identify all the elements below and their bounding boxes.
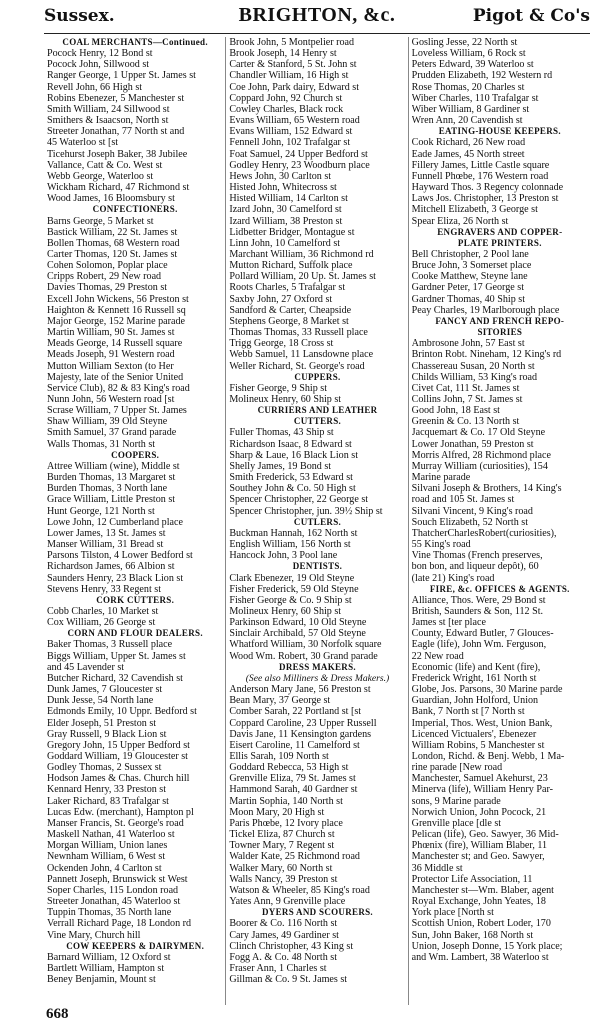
directory-entry: Molineux Henry, 60 Ship st [229, 605, 342, 617]
directory-entry: Collins John, 7 St. James st [411, 394, 523, 405]
directory-entry: 36 Middle st [411, 862, 463, 874]
directory-entry: Izard John, 30 Camelford st [229, 204, 342, 216]
directory-entry: Civet Cat, 111 St. James st [411, 382, 520, 394]
directory-entry: Imperial, Thos. West, Union Bank, [411, 717, 553, 729]
directory-entry: Richardson Isaac, 8 Edward st [229, 438, 352, 450]
directory-entry: London, Richd. & Benj. Webb, 1 Ma- [411, 751, 565, 762]
directory-entry: Coppard Caroline, 23 Upper Russell [229, 717, 377, 729]
directory-entry: Shelly James, 19 Bond st [229, 460, 332, 472]
directory-entry: Nunn John, 56 Western road [st [47, 394, 175, 405]
directory-entry: Cowley Charles, Black rock [229, 103, 344, 115]
directory-entry: Lower James, 13 St. James st [47, 527, 166, 539]
directory-entry: Ambrosone John, 57 East st [411, 338, 525, 350]
header-county: Sussex. [44, 6, 115, 26]
directory-entry: Bean Mary, 37 George st [229, 695, 331, 707]
directory-entry: Marchant William, 36 Richmond rd [229, 248, 374, 260]
columns [44, 37, 590, 1005]
directory-entry: Godley Thomas, 2 Sussex st [47, 762, 162, 774]
directory-entry: Childs William, 53 King's road [411, 371, 538, 383]
directory-entry: Coe John, Park dairy, Edward st [229, 81, 360, 93]
directory-entry: Eagle (life), John Wm. Ferguson, [411, 639, 547, 651]
directory-entry: Fraser Ann, 1 Charles st [229, 962, 327, 974]
directory-entry: Parsons Tilston, 4 Lower Bedford st [47, 550, 193, 562]
directory-entry: Mutton Richard, Suffolk place [229, 260, 353, 272]
directory-entry: Globe, Jos. Parsons, 30 Marine parde [411, 684, 563, 696]
directory-entry: Fillery James, Little Castle square [411, 159, 550, 171]
directory-entry: 22 New road [411, 650, 464, 662]
directory-entry: Clark Ebenezer, 19 Old Steyne [229, 572, 355, 584]
directory-entry: Dunk Jesse, 54 North lane [47, 695, 154, 707]
directory-entry: Histed William, 14 Carlton st [229, 193, 348, 205]
directory-entry: Haighton & Kennett 16 Russell sq [47, 304, 186, 316]
directory-entry: Evans William, 65 Western road [229, 115, 360, 127]
directory-entry: Comber Sarah, 22 Portland st [st [229, 706, 362, 718]
directory-entry: William Robins, 5 Manchester st [411, 739, 545, 751]
section-heading: DENTISTS. [292, 561, 343, 572]
directory-entry: Manser Francis, St. George's road [47, 817, 184, 829]
directory-entry: Sun, John Baker, 168 North st [411, 929, 534, 941]
directory-entry: Walker Mary, 60 North st [229, 862, 333, 874]
directory-entry: Gosling Jesse, 22 North st [411, 37, 518, 48]
directory-entry: Smithers & Isaacson, North st [47, 115, 169, 127]
directory-entry: Coppard John, 92 Church st [229, 92, 343, 104]
directory-entry: James st [ter place [411, 617, 486, 629]
directory-entry: Fuller Thomas, 43 Ship st [229, 427, 334, 439]
column-3 [408, 37, 590, 1005]
directory-entry: Eisert Caroline, 11 Camelford st [229, 739, 360, 751]
directory-entry: Histed John, Whitecross st [229, 182, 337, 194]
directory-entry: Royal Exchange, John Yeates, 18 [411, 896, 546, 908]
section-heading: CUTTERS. [293, 416, 342, 427]
section-heading: COOPERS. [111, 449, 160, 460]
directory-entry: Excell John Wickens, 56 Preston st [47, 293, 189, 305]
directory-entry: Alliance, Thos. Were, 29 Bond st [411, 594, 546, 606]
directory-entry: Vallance, Catt & Co. West st [47, 159, 163, 171]
directory-entry: Hayward Thos. 3 Regency colonnade [411, 182, 564, 194]
directory-entry: Wood James, 16 Bloomsbury st [47, 193, 175, 205]
directory-entry: road and 105 St. James st [411, 494, 515, 506]
directory-entry: Kennard Henry, 33 Preston st [47, 784, 167, 796]
directory-entry: Trigg George, 18 Cross st [229, 338, 334, 350]
directory-entry: Bell Christopher, 2 Pool lane [411, 248, 529, 260]
directory-entry: Beney Benjamin, Mount st [47, 974, 156, 986]
directory-entry: Pelican (life), Geo. Sawyer, 36 Mid- [411, 829, 559, 841]
directory-entry: Webb Samuel, 11 Lansdowne place [229, 349, 374, 361]
directory-entry: Walder Kate, 25 Richmond road [229, 851, 360, 863]
directory-entry: Bartlett William, Hampton st [47, 962, 165, 974]
directory-entry: Wiber William, 8 Gardiner st [411, 103, 530, 115]
directory-entry: Hunt George, 121 North st [47, 505, 155, 517]
directory-entry: Smith Samuel, 37 Grand parade [47, 427, 177, 439]
section-heading: SITORIES [477, 327, 523, 338]
directory-entry: bon bon, and liqueur depôt), 60 [411, 561, 539, 573]
directory-entry: Biggs William, Upper St. James st [47, 650, 186, 662]
directory-entry: Saxby John, 27 Oxford st [229, 293, 333, 305]
directory-entry: Thomas Thomas, 33 Russell place [229, 327, 368, 339]
directory-entry: Molineux Henry, 60 Ship st [229, 394, 342, 405]
directory-entry: Licenced Victualers', Ebenezer [411, 728, 537, 740]
directory-entry: Streeter Jonathan, 77 North st and [47, 126, 185, 138]
directory-entry: Souch Elizabeth, 52 North st [411, 516, 528, 528]
directory-entry: Pollard William, 20 Up. St. James st [229, 271, 376, 283]
section-heading: CURRIERS AND LEATHER [257, 405, 378, 416]
directory-entry: Loveless William, 6 Rock st [411, 48, 526, 60]
directory-entry: Frederick Wright, 161 North st [411, 672, 537, 684]
directory-entry: Yates Ann, 9 Grenville place [229, 896, 346, 908]
directory-entry: Gregory John, 15 Upper Bedford st [47, 739, 190, 751]
header-rule [44, 33, 590, 34]
directory-entry: Richardson James, 66 Albion st [47, 561, 175, 573]
directory-entry: Spencer Christopher, 22 George st [229, 494, 369, 506]
directory-entry: Jacquemart & Co. 17 Old Steyne [411, 427, 546, 439]
directory-entry: Ockenden John, 4 Carlton st [47, 862, 162, 874]
directory-entry: Manser William, 31 Bread st [47, 539, 164, 551]
directory-entry: Smith William, 24 Sillwood st [47, 103, 170, 115]
directory-entry: Anderson Mary Jane, 56 Preston st [229, 684, 371, 696]
directory-entry: Fisher George, 9 Ship st [229, 382, 327, 394]
directory-entry: Pocock Henry, 12 Bond st [47, 48, 153, 60]
directory-entry: Stephens George, 8 Market st [229, 315, 349, 327]
directory-entry: Silvani Joseph & Brothers, 14 King's [411, 483, 562, 495]
directory-entry: Cary James, 49 Gardiner st [229, 929, 339, 941]
directory-entry: Watson & Wheeler, 85 King's road [229, 884, 370, 896]
directory-entry: Chandler William, 16 High st [229, 70, 349, 82]
directory-entry: Peters Edward, 39 Waterloo st [411, 59, 534, 71]
directory-entry: Shaw William, 39 Old Steyne [47, 416, 168, 428]
directory-entry: County, Edward Butler, 7 Glouces- [411, 628, 554, 640]
directory-entry: Ranger George, 1 Upper St. James st [47, 70, 196, 82]
directory-entry: ThatcherCharlesRobert(curiosities), [411, 527, 557, 539]
section-heading: EATING-HOUSE KEEPERS. [438, 126, 561, 137]
directory-entry: Majesty, late of the Senior United [47, 371, 184, 383]
directory-entry: Soper Charles, 115 London road [47, 884, 179, 896]
directory-entry: Cobb Charles, 10 Market st [47, 605, 159, 617]
section-note: (See also Milliners & Dress Makers.) [245, 672, 390, 684]
column-1-entries [44, 37, 225, 985]
directory-entry: Linn John, 10 Camelford st [229, 237, 341, 249]
directory-entry: Mitchell Elizabeth, 3 George st [411, 204, 538, 216]
directory-entry: Eade James, 45 North street [411, 148, 525, 160]
directory-entry: Clinch Christopher, 43 King st [229, 940, 354, 952]
directory-entry: Gillman & Co. 9 St. James st [229, 974, 348, 986]
directory-entry: Boorer & Co. 116 North st [229, 918, 338, 930]
directory-entry: Paris Phœbe, 12 Ivory place [229, 817, 343, 829]
column-3-entries [409, 37, 590, 963]
directory-entry: Hammond Sarah, 40 Gardner st [229, 784, 358, 796]
directory-entry: Marine parade [411, 472, 471, 484]
section-heading: FANCY AND FRENCH REPO- [435, 315, 565, 326]
section-heading: CORN AND FLOUR DEALERS. [67, 628, 203, 639]
directory-entry: and Wm. Lambert, 38 Waterloo st [411, 951, 549, 963]
section-heading: FIRE, &c. OFFICES & AGENTS. [429, 583, 570, 594]
directory-entry: Wiber Charles, 110 Trafalgar st [411, 92, 539, 104]
directory-entry: Smith Frederick, 53 Edward st [229, 472, 353, 484]
directory-entry: Attree William (wine), Middle st [47, 460, 180, 472]
directory-entry: Good John, 18 East st [411, 405, 500, 417]
directory-entry: Manchester, Samuel Akehurst, 23 [411, 773, 548, 785]
directory-entry: Walls Nancy, 39 Preston st [229, 873, 338, 885]
directory-entry: Cripps Robert, 29 New road [47, 271, 162, 283]
directory-entry: Revell John, 66 High st [47, 81, 143, 93]
directory-entry: Scottish Union, Robert Loder, 170 [411, 918, 551, 930]
directory-entry: Moon Mary, 20 High st [229, 806, 325, 818]
directory-entry: Martin William, 90 St. James st [47, 327, 175, 339]
directory-entry: Union, Joseph Donne, 15 York place; [411, 940, 563, 952]
directory-entry: Prudden Elizabeth, 192 Western rd [411, 70, 553, 82]
section-heading: COW KEEPERS & DAIRYMEN. [66, 940, 205, 951]
directory-entry: Cohen Solomon, Poplar place [47, 260, 168, 272]
directory-entry: Fisher Frederick, 59 Old Steyne [229, 583, 359, 595]
section-heading: PLATE PRINTERS. [457, 237, 542, 248]
column-2-entries [226, 37, 407, 985]
directory-entry: Guardian, John Holford, Union [411, 695, 539, 707]
directory-entry: Gray Russell, 9 Black Lion st [47, 728, 167, 740]
directory-entry: Mutton William Sexton (to Her [47, 360, 174, 372]
directory-entry: Davis Jane, 11 Kensington gardens [229, 728, 372, 740]
directory-entry: Murray William (curiosities), 154 [411, 460, 548, 472]
directory-entry: Elder Joseph, 51 Preston st [47, 717, 157, 729]
directory-entry: York place [North st [411, 907, 494, 919]
directory-entry: Stevens Henry, 33 Regent st [47, 583, 162, 595]
directory-entry: Laws Jos. Christopher, 13 Preston st [411, 193, 559, 205]
directory-entry: Brinton Robt. Nineham, 12 King's rd [411, 349, 562, 361]
directory-entry: Dunk James, 7 Gloucester st [47, 684, 163, 696]
directory-entry: Tickel Eliza, 87 Church st [229, 829, 335, 841]
directory-entry: Foat Samuel, 24 Upper Bedford st [229, 148, 368, 160]
directory-entry: Phœnix (fire), William Blaber, 11 [411, 840, 548, 852]
directory-entry: Wren Ann, 20 Cavendish st [411, 115, 523, 127]
directory-entry: Grenville Eliza, 79 St. James st [229, 773, 356, 785]
directory-entry: Baker Thomas, 3 Russell place [47, 639, 173, 651]
page-number: 668 [46, 1006, 69, 1022]
section-heading: CONFECTIONERS. [92, 204, 178, 215]
directory-entry: Bank, 7 North st [7 North st [411, 706, 525, 718]
directory-entry: Wickham Richard, 47 Richmond st [47, 182, 190, 194]
directory-entry: Lucas Edw. (merchant), Hampton pl [47, 806, 194, 818]
directory-entry: Economic (life) and Kent (fire), [411, 661, 541, 673]
directory-entry: Weller Richard, St. George's road [229, 360, 365, 372]
directory-entry: Saunders Henry, 23 Black Lion st [47, 572, 184, 584]
section-heading: DRESS MAKERS. [279, 661, 356, 672]
directory-entry: Lower Jonathan, 59 Preston st [411, 438, 534, 450]
directory-entry: Rose Thomas, 20 Charles st [411, 81, 525, 93]
directory-entry: Norwich Union, John Pocock, 21 [411, 806, 547, 818]
section-heading: COAL MERCHANTS—Continued. [62, 37, 208, 47]
directory-entry: Newnham William, 6 West st [47, 851, 166, 863]
directory-entry: 45 Waterloo st [st [47, 137, 119, 149]
directory-entry: Grace William, Little Preston st [47, 494, 176, 506]
section-heading: CORK CUTTERS. [96, 594, 175, 605]
directory-entry: Whatford William, 30 Norfolk square [229, 639, 382, 651]
directory-entry: British, Saunders & Son, 112 St. [411, 605, 544, 617]
directory-entry: Parkinson Edward, 10 Old Steyne [229, 617, 367, 629]
directory-entry: Walls Thomas, 31 North st [47, 438, 156, 450]
directory-entry: Lowe John, 12 Cumberland place [47, 516, 183, 528]
directory-entry: Brook John, 5 Montpelier road [229, 37, 355, 48]
directory-entry: Silvani Vincent, 9 King's road [411, 505, 533, 517]
directory-entry: sons, 9 Marine parade [411, 795, 501, 807]
directory-entry: Sharp & Laue, 16 Black Lion st [229, 449, 358, 461]
directory-entry: Funnell Phœbe, 176 Western road [411, 170, 549, 182]
directory-entry: Barnard William, 12 Oxford st [47, 951, 171, 963]
directory-entry: Manchester st—Wm. Blaber, agent [411, 884, 554, 896]
directory-entry: Hancock John, 3 Pool lane [229, 550, 338, 562]
directory-entry: Martin Sophia, 140 North st [229, 795, 343, 807]
directory-entry: Morgan William, Union lanes [47, 840, 168, 852]
directory-entry: Izard William, 38 Preston st [229, 215, 343, 227]
directory-entry: Gardner Peter, 17 George st [411, 282, 525, 294]
directory-entry: Burden Thomas, 13 Margaret st [47, 472, 176, 484]
directory-entry: Chassereau Susan, 20 North st [411, 360, 535, 372]
directory-entry: Buckman Hannah, 162 North st [229, 527, 358, 539]
directory-entry: Edmonds Emily, 10 Uppr. Bedford st [47, 706, 197, 718]
section-heading: ENGRAVERS AND COPPER- [437, 226, 563, 237]
directory-entry: Fogg A. & Co. 48 North st [229, 951, 338, 963]
directory-entry: Fennell John, 102 Trafalgar st [229, 137, 351, 149]
directory-entry: Godley Henry, 23 Woodburn place [229, 159, 370, 171]
page-header [44, 4, 590, 30]
directory-entry: Fisher George & Co. 9 Ship st [229, 594, 352, 606]
directory-entry: Pannett Joseph, Brunswick st West [47, 873, 188, 885]
directory-entry: Maskell Nathan, 41 Waterloo st [47, 829, 175, 841]
directory-entry: Spear Eliza, 26 North st [411, 215, 509, 227]
directory-entry: Bollen Thomas, 68 Western road [47, 237, 180, 249]
directory-entry: Protector Life Association, 11 [411, 873, 533, 885]
directory-entry: Evans William, 152 Edward st [229, 126, 353, 138]
directory-entry: Goddard Rebecca, 53 High st [229, 762, 349, 774]
directory-entry: Carter & Stanford, 5 St. John st [229, 59, 357, 71]
section-heading: DYERS AND SCOURERS. [262, 907, 373, 918]
directory-entry: Robins Ebenezer, 5 Manchester st [47, 92, 185, 104]
directory-entry: Morris Alfred, 28 Richmond place [411, 449, 551, 461]
directory-entry: Webb George, Waterloo st [47, 170, 154, 182]
directory-entry: and 45 Lavender st [47, 661, 125, 673]
directory-entry: Bruce John, 3 Somerset place [411, 260, 532, 272]
directory-entry: Gardner Thomas, 40 Ship st [411, 293, 526, 305]
header-publisher: Pigot & Co's [472, 6, 590, 26]
directory-entry: rine parade [New road [411, 762, 503, 774]
directory-entry: Greenin & Co. 13 North st [411, 416, 520, 428]
directory-entry: Cook Richard, 26 New road [411, 137, 526, 149]
directory-entry: Ellis Sarah, 109 North st [229, 751, 329, 762]
directory-entry: Minerva (life), William Henry Par- [411, 784, 553, 796]
directory-entry: Bastick William, 22 St. James st [47, 226, 178, 238]
directory-entry: Barns George, 5 Market st [47, 215, 154, 227]
directory-entry: Cooke Matthew, Steyne lane [411, 271, 528, 283]
directory-entry: Major George, 152 Marine parade [47, 315, 185, 327]
directory-entry: Goddard William, 19 Gloucester st [47, 751, 188, 762]
directory-entry: 55 King's road [411, 539, 471, 551]
directory-entry: Verrall Richard Page, 18 London rd [47, 918, 192, 930]
directory-entry: Meads Joseph, 91 Western road [47, 349, 175, 361]
column-1 [44, 37, 225, 1005]
directory-entry: Wood Wm. Robert, 30 Grand parade [229, 650, 378, 662]
directory-entry: Carter Thomas, 120 St. James st [47, 248, 178, 260]
directory-entry: Burden Thomas, 3 North lane [47, 483, 168, 495]
directory-entry: Southey John & Co. 50 High st [229, 483, 356, 495]
directory-entry: Grenville place [dle st [411, 817, 502, 829]
directory-entry: Meads George, 14 Russell square [47, 338, 183, 350]
directory-entry: Brook Joseph, 14 Henry st [229, 48, 337, 60]
directory-entry: Hodson James & Chas. Church hill [47, 773, 190, 785]
directory-entry: Laker Richard, 83 Trafalgar st [47, 795, 169, 807]
directory-entry: Hews John, 30 Carlton st [229, 170, 332, 182]
directory-entry: English William, 156 North st [229, 539, 351, 551]
directory-entry: (late 21) King's road [411, 572, 495, 584]
directory-entry: Peay Charles, 19 Marlborough place [411, 304, 560, 316]
directory-entry: Towner Mary, 7 Regent st [229, 840, 335, 852]
directory-entry: Tuppin Thomas, 35 North lane [47, 907, 172, 919]
directory-entry: Spencer Christopher, jun. 39½ Ship st [229, 505, 383, 517]
directory-entry: Sandford & Carter, Cheapside [229, 304, 352, 316]
directory-entry: Service Club), 82 & 83 King's road [47, 382, 190, 394]
directory-entry: Vine Mary, Church hill [47, 929, 141, 941]
section-heading: CUPPERS. [294, 371, 341, 382]
directory-entry: Manchester st; and Geo. Sawyer, [411, 851, 545, 863]
column-2 [225, 37, 407, 1005]
directory-entry: Scrase William, 7 Upper St. James [47, 405, 187, 417]
directory-entry: Davies Thomas, 29 Preston st [47, 282, 168, 294]
directory-entry: Sinclair Archibald, 57 Old Steyne [229, 628, 366, 640]
header-town: BRIGHTON, &c. [238, 4, 396, 26]
directory-entry: Lidbetter Bridger, Montague st [229, 226, 355, 238]
directory-entry: Streeter Jonathan, 45 Waterloo st [47, 896, 181, 908]
directory-entry: Butcher Richard, 32 Cavendish st [47, 672, 183, 684]
directory-entry: Ticehurst Joseph Baker, 38 Jubilee [47, 148, 188, 160]
directory-entry: Pocock John, Sillwood st [47, 59, 150, 71]
section-heading: CUTLERS. [293, 516, 342, 527]
directory-entry: Vine Thomas (French preserves, [411, 550, 543, 562]
directory-entry: Cox William, 26 George st [47, 617, 156, 629]
directory-entry: Roots Charles, 5 Trafalgar st [229, 282, 346, 294]
